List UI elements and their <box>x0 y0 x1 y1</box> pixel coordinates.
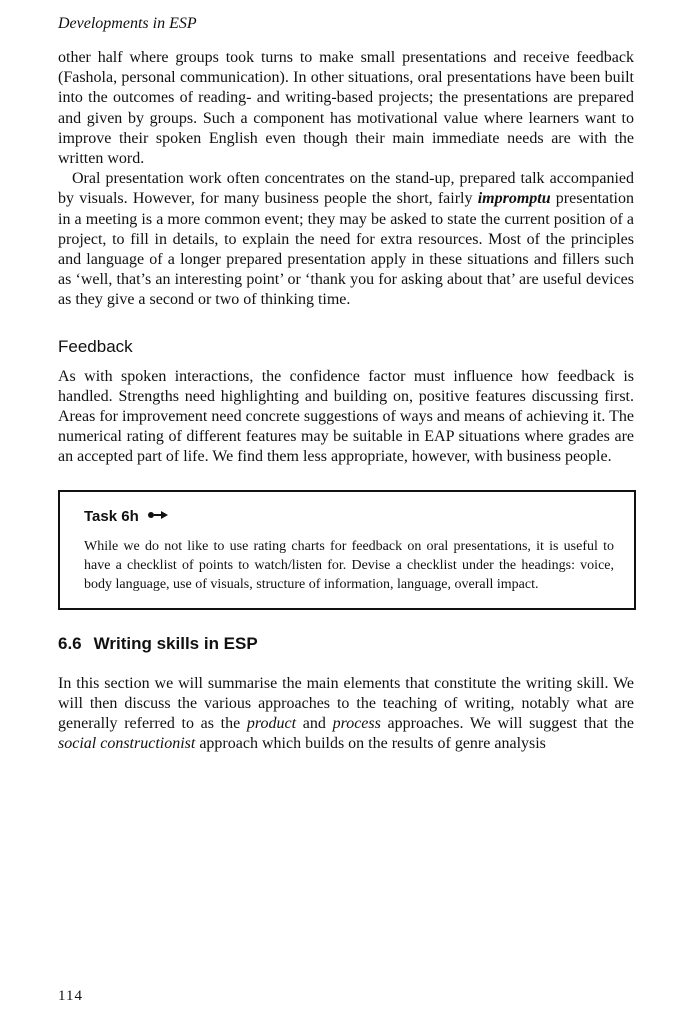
social-constructionist-term: social constructionist <box>58 735 196 753</box>
section-heading <box>58 634 634 654</box>
paragraph-1: other half where groups took turns to make small presentations and receive feedback (Fashola, personal communication). In other situations, oral presentations have been built into the outcomes of reading- and writing-based projects; the presentations are prepared and given by groups. Such a component has motivational value where learners want to improve their spoken English even though their main immediate needs are with the written word. <box>58 49 634 168</box>
impromptu-term: impromptu <box>477 190 551 208</box>
paragraph-3: As with spoken interactions, the confidence factor must influence how feedback is handled. Strengths need highlighting and building on, positive features discussing first. Areas for improvement need concrete suggestions of ways and means of achieving it. The numerical rating of different features may be suitable in EAP situations where grades are an accepted part of life. We find them less appropriate, however, with business people. <box>58 367 634 466</box>
page-number: 114 <box>58 988 83 1004</box>
paragraph-2-text-a: Oral presentation work often concentrates on the stand-up, prepared talk accompanied by visuals. However, for many business people the short, fairly <box>58 170 634 208</box>
task-title: Task 6h <box>84 507 139 525</box>
section-text-c: approaches. We will suggest that the <box>380 715 634 733</box>
page <box>58 14 634 754</box>
section-title: Writing skills in ESP <box>93 633 258 653</box>
task-text: While we do not like to use rating charts for feedback on oral presentations, it is useful to have a checklist of points to watch/listen for. Devise a checklist under the headings: voice, body language, use of visuals, structure of information, language, overall impact. <box>84 538 614 592</box>
task-title-row <box>84 508 614 525</box>
paragraph-2-text-b: presentation in a meeting is a more common event; they may be asked to state the current position of a project, to fill in details, to explain the need for extra resources. Most of the principles and language of a longer prepared presentation apply in these situations and fillers such as ‘well, that’s an interesting point’ or ‘thank you for asking about that’ are useful devices as they give a second or two of thinking time. <box>58 190 635 309</box>
feedback-heading: Feedback <box>58 336 133 356</box>
running-head: Developments in ESP <box>58 15 197 32</box>
section-text-d: approach which builds on the results of genre analysis <box>195 735 546 753</box>
section-text-b: and <box>296 715 333 733</box>
paragraph-2 <box>58 169 634 310</box>
section-paragraph <box>58 674 634 755</box>
section-text-a: In this section we will summarise the main elements that constitute the writing skill. We will then discuss the various approaches to the teaching of writing, notably what are generally referred to as the <box>58 674 634 733</box>
task-box <box>58 490 636 610</box>
product-term: product <box>246 715 297 733</box>
section-number: 6.6 <box>58 633 82 653</box>
process-term: process <box>332 715 381 733</box>
arrow-key-icon <box>147 508 169 525</box>
